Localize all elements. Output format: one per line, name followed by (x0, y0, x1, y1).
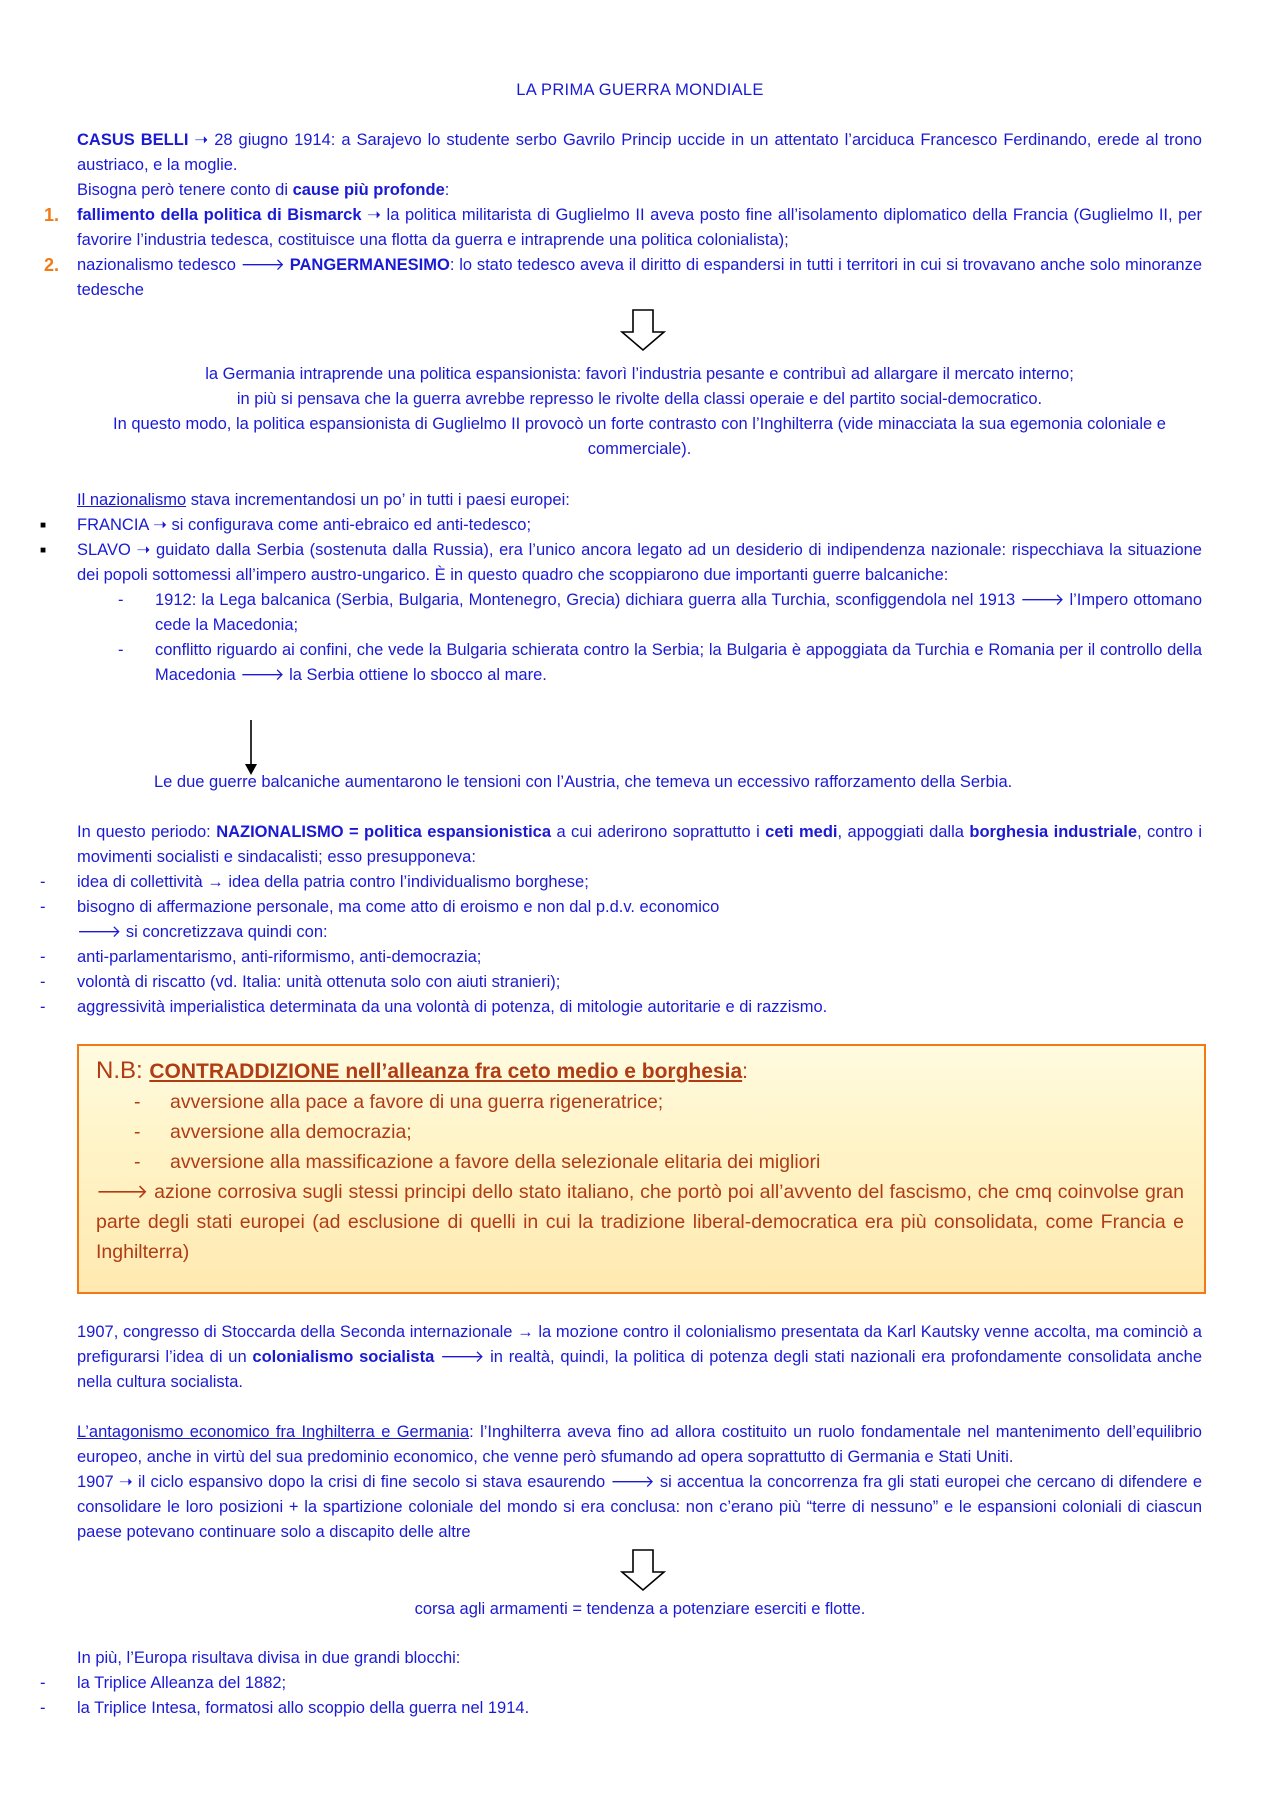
nb-heading (96, 1056, 1184, 1087)
list-item (0, 638, 1202, 688)
list-item-text: aggressività imperialistica determinata da una volontà di potenza, di mitologie autoritarie e di razzismo. (77, 998, 828, 1016)
cause-arrow: ➝ (361, 206, 387, 224)
list-item (0, 895, 1202, 920)
list-item-text: la Triplice Intesa, formatosi allo scoppio della guerra nel 1914. (77, 1699, 530, 1717)
thin-down-arrow-icon (244, 720, 258, 776)
antagonism-paragraph-2: 1907 ➝ il ciclo espansivo dopo la crisi di fine secolo si stava esaurendo 🡒 si accentua la concorrenza fra gli stati europei che cercano di difendere e consolidare le loro posizioni + la spartizione coloniale del mondo si era conclusa: non c’erano più “terre di nessuno” e le espansioni coloniali di ciascun paese potevano continuare solo a discapito delle altre (77, 1473, 1202, 1541)
blocks-intro: In più, l’Europa risultava divisa in due grandi blocchi: (77, 1649, 461, 1667)
list-item (0, 945, 1202, 970)
period-post: , contro i movimenti socialisti e sindacalisti; esso presupponeva: (77, 823, 1203, 866)
period-mid: a cui aderirono soprattutto i (551, 823, 766, 841)
casus-belli-text: 28 giugno 1914: a Sarajevo lo studente serbo Gavrilo Princip uccide in un attentato l’arciduca Francesco Ferdinando, erede al trono austriaco, e la moglie. (77, 131, 1202, 174)
consequence-line: la Germania intraprende una politica espansionista: favorì l’industria pesante e contribuì ad allargare il mercato interno; (205, 365, 1074, 383)
casus-belli-label: CASUS BELLI (77, 131, 189, 149)
list-item-text: 1912: la Lega balcanica (Serbia, Bulgaria, Montenegro, Grecia) dichiara guerra alla Turchia, sconfiggendola nel 1913 🡒 l’Impero ottomano cede la Macedonia; (155, 591, 1202, 634)
consequence-section (77, 362, 1202, 462)
stoccarda-bold: colonialismo socialista (252, 1348, 435, 1366)
dash-marker: - (40, 1699, 46, 1717)
blocks-section (40, 1646, 1202, 1721)
cause-body: : lo stato tedesco aveva il diritto di espandersi in tutti i territori in cui si trovavano anche solo minoranze tedesche (77, 256, 1202, 299)
cause-number: 2. (44, 255, 60, 275)
cause-text (77, 203, 1202, 253)
stoccarda-post: 🡒 in realtà, quindi, la politica di potenza degli stati nazionali era profondamente consolidata anche nella cultura socialista. (77, 1348, 1202, 1391)
antagonism-section (77, 1420, 1202, 1545)
period-concrete: 🡒 si concretizzava quindi con: (77, 923, 328, 941)
arms-race: corsa agli armamenti = tendenza a potenziare eserciti e flotte. (414, 1600, 866, 1618)
period-mid: , appoggiati dalla (837, 823, 970, 841)
nb-item (96, 1117, 1184, 1147)
list-item-text: conflitto riguardo ai confini, che vede la Bulgaria schierata contro la Serbia; la Bulgaria è appoggiata da Turchia e Romania per il controllo della Macedonia 🡒 la Serbia ottiene lo sbocco al mare. (155, 641, 1202, 684)
nb-label: N.B: (96, 1057, 150, 1084)
dash-marker: - (40, 873, 46, 891)
nationalism-section (40, 488, 1202, 688)
list-item-text: FRANCIA ➝ si configurava come anti-ebraico ed anti-tedesco; (77, 516, 532, 534)
list-item-text: bisogno di affermazione personale, ma come atto di eroismo e non dal p.d.v. economico (77, 898, 720, 916)
causes-intro-pre: Bisogna però tenere conto di (77, 181, 293, 199)
list-item (0, 870, 1202, 895)
dash-marker: - (118, 591, 124, 609)
antagonism-paragraph (77, 1420, 1202, 1470)
dash-marker: - (40, 948, 46, 966)
list-item-text: la Triplice Alleanza del 1882; (77, 1674, 287, 1692)
nationalism-intro (77, 488, 1202, 513)
cause-arrow: 🡒 (240, 256, 290, 274)
cause-bold: PANGERMANESIMO (289, 256, 450, 274)
stoccarda-pre: 1907, congresso di Stoccarda della Seconda internazionale → la mozione contro il colonialismo presentata da Karl Kautsky venne accolta, ma cominciò a prefigurarsi l’idea di un (77, 1323, 1202, 1366)
dash-marker: - (118, 641, 124, 659)
list-item-text: SLAVO ➝ guidato dalla Serbia (sostenuta dalla Russia), era l’unico ancora legato ad un desiderio di indipendenza nazionale: rispecchiava la situazione dei popoli sottomessi all’impero austro-ungarico. È in questo quadro che scoppiarono due importanti guerre balcaniche: (77, 541, 1202, 584)
consequence-line: in più si pensava che la guerra avrebbe represso le rivolte della classi operaie e del partito social-democratico. (236, 390, 1043, 408)
list-item-text: volontà di riscatto (vd. Italia: unità ottenuta solo con aiuti stranieri); (77, 973, 561, 991)
period-section (40, 820, 1203, 1020)
causes-intro (77, 178, 1202, 203)
list-item (0, 970, 1202, 995)
nb-item-text: avversione alla pace a favore di una guerra rigeneratrice; (170, 1091, 664, 1113)
nb-item (96, 1087, 1184, 1117)
antagonism-text: : l’Inghilterra aveva fino ad allora costituito un ruolo fondamentale nel mantenimento dell’equilibrio europeo, anche in virtù del sua predominio economico, che venne però sfumando ad opera soprattutto di Germania e Stati Uniti. (77, 1423, 1202, 1466)
list-item (0, 1671, 1202, 1696)
bullet-icon: ■ (40, 545, 47, 556)
period-paragraph (77, 820, 1202, 870)
nb-head-text: CONTRADDIZIONE nell’alleanza fra ceto medio e borghesia (149, 1060, 743, 1083)
down-arrow-icon (620, 308, 666, 352)
dash-marker: - (134, 1121, 141, 1143)
list-item (0, 588, 1202, 638)
dash-marker: - (134, 1091, 141, 1113)
balkan-tension: Le due guerre balcaniche aumentarono le tensioni con l’Austria, che temeva un eccessivo rafforzamento della Serbia. (154, 773, 1013, 791)
cause-text (77, 253, 1202, 303)
period-bold: ceti medi (765, 823, 838, 841)
period-bold: NAZIONALISMO = politica espansionistica (216, 823, 552, 841)
stoccarda-paragraph (77, 1320, 1202, 1395)
dash-marker: - (40, 973, 46, 991)
causes-intro-bold: cause più profonde (292, 181, 445, 199)
stoccarda-section (77, 1320, 1202, 1395)
dash-marker: - (40, 898, 46, 916)
nb-item-text: avversione alla democrazia; (170, 1121, 412, 1143)
cause-pre: nazionalismo tedesco (77, 256, 241, 274)
page-title: LA PRIMA GUERRA MONDIALE (516, 81, 764, 99)
nationalism-head: Il nazionalismo (77, 491, 187, 509)
nb-item (96, 1147, 1184, 1177)
bullet-icon: ■ (40, 520, 47, 531)
list-item (0, 538, 1202, 588)
list-item (0, 513, 1202, 538)
list-item (0, 995, 1202, 1020)
list-item (0, 1696, 1202, 1721)
nb-conclusion: 🡒 azione corrosiva sugli stessi principi dello stato italiano, che portò poi all’avvento del fascismo, che cmq coinvolse gran parte degli stati europei (ad esclusione di quelli in cui la tradizione liberal-democratica era più consolidata, come Francia e Inghilterra) (96, 1181, 1184, 1263)
cause-item (0, 253, 1202, 303)
nationalism-intro-text: stava incrementandosi un po’ in tutti i paesi europei: (186, 491, 570, 509)
list-item-text: idea di collettività → idea della patria contro l’individualismo borghese; (77, 873, 589, 891)
nb-item-text: avversione alla massificazione a favore della selezionale elitaria dei migliori (170, 1151, 821, 1173)
casus-belli-section (44, 128, 1202, 303)
casus-belli-paragraph (77, 128, 1202, 178)
list-item-text: anti-parlamentarismo, anti-riformismo, anti-democrazia; (77, 948, 482, 966)
period-pre: In questo periodo: (77, 823, 217, 841)
antagonism-head: L’antagonismo economico fra Inghilterra e Germania (77, 1423, 470, 1441)
causes-intro-post: : (444, 181, 450, 199)
period-bold: borghesia industriale (969, 823, 1138, 841)
cause-body: la politica militarista di Guglielmo II aveva posto fine all’isolamento diplomatico della Francia (Guglielmo II, per favorire l’industria tedesca, costituisce una flotta da guerra e intraprende una politica colonialista); (77, 206, 1202, 249)
nb-callout-box (77, 1044, 1206, 1294)
dash-marker: - (40, 1674, 46, 1692)
consequence-line: In questo modo, la politica espansionista di Guglielmo II provocò un forte contrasto con l’Inghilterra (vide minacciata la sua egemonia coloniale e commerciale). (113, 415, 1166, 458)
cause-number: 1. (44, 205, 60, 225)
dash-marker: - (40, 998, 46, 1016)
casus-arrow: ➝ (188, 131, 215, 149)
dash-marker: - (134, 1151, 141, 1173)
nb-colon: : (742, 1060, 748, 1083)
cause-item (0, 203, 1202, 253)
cause-bold: fallimento della politica di Bismarck (77, 206, 362, 224)
down-arrow-icon (620, 1548, 666, 1592)
